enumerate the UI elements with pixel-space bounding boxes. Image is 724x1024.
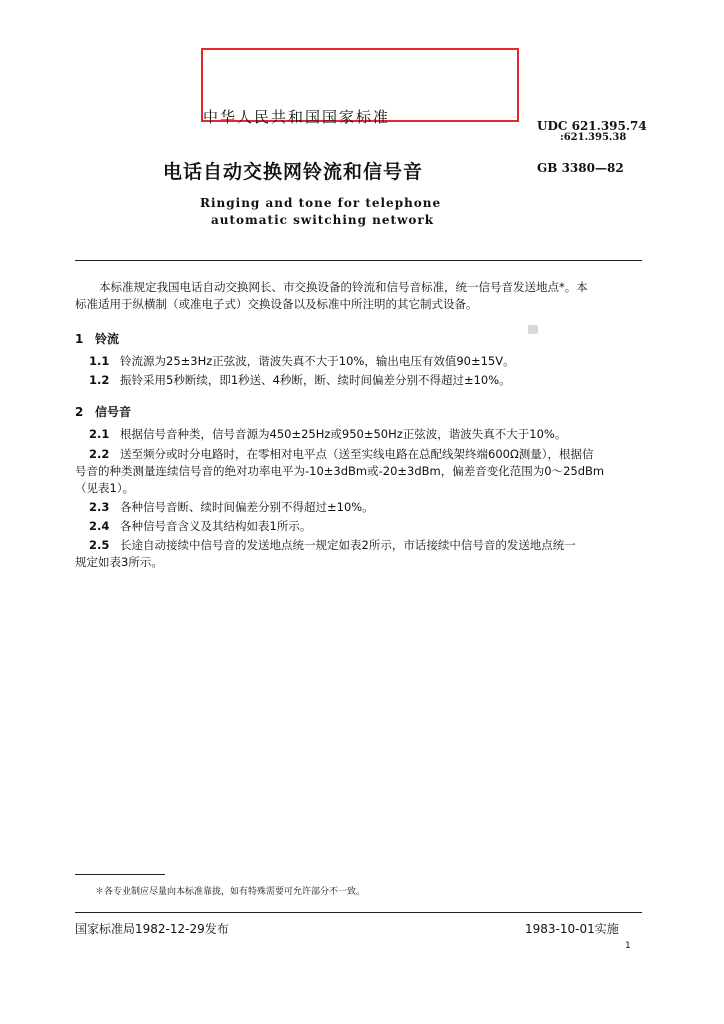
clause-number: 2.3 — [89, 500, 110, 514]
section1-title: 铃流 — [95, 332, 120, 346]
english-title-line2: automatic switching network — [211, 213, 435, 227]
clause-number: 2.1 — [89, 427, 110, 441]
clause-number: 1.2 — [89, 373, 110, 387]
section2-title: 信号音 — [95, 405, 132, 419]
clause-number: 2.4 — [89, 519, 110, 533]
clause-1-2 — [75, 372, 642, 389]
clause-text: 振铃采用5秒断续，即1秒送、4秒断，断、续时间偏差分别不得超过±10%。 — [120, 373, 511, 387]
section1-number: 1 — [75, 332, 84, 346]
clause-2-1 — [75, 426, 642, 443]
clause-number: 1.1 — [89, 354, 110, 368]
clause-text-line1: 送至频分或时分电路时，在零相对电平点（送至实线电路在总配线架终端600Ω测量），根据信 — [120, 447, 594, 461]
intro-paragraph — [75, 279, 642, 313]
clause-number: 2.5 — [89, 538, 110, 552]
section2-number: 2 — [75, 405, 84, 419]
page-number: 1 — [625, 941, 631, 951]
footer-divider — [75, 912, 642, 913]
clause-text: 铃流源为25±3Hz正弦波，谐波失真不大于10%，输出电压有效值90±15V。 — [120, 354, 515, 368]
clause-2-5 — [75, 537, 642, 571]
clause-text-line2: 号音的种类测量连续信号音的绝对功率电平为-10±3dBm或-20±3dBm，偏差音变化范围为0～25dBm — [75, 464, 605, 478]
clause-number: 2.2 — [89, 447, 110, 461]
section1-heading — [75, 330, 119, 347]
footnote-divider — [75, 874, 165, 875]
udc-number-continued: :621.395.38 — [560, 132, 627, 143]
clause-text: 根据信号音种类，信号音源为450±25Hz或950±50Hz正弦波，谐波失真不大于10%。 — [120, 427, 567, 441]
footnote: ＊各专业制应尽量向本标准靠拢，如有特殊需要可允许部分不一致。 — [95, 887, 366, 897]
intro-line2: 标准适用于纵横制（或准电子式）交换设备以及标准中所注明的其它制式设备。 — [75, 297, 478, 311]
scan-mark — [528, 325, 538, 334]
standard-number: GB 3380—82 — [537, 161, 624, 175]
section2-heading — [75, 403, 131, 420]
header-divider — [75, 260, 642, 261]
implementation-date: 1983-10-01实施 — [525, 922, 619, 936]
udc-number: UDC 621.395.74 — [537, 119, 647, 133]
document-title: 电话自动交换网铃流和信号音 — [163, 161, 424, 183]
intro-line1: 本标准规定我国电话自动交换网长、市交换设备的铃流和信号音标准，统一信号音发送地点*。本 — [99, 280, 588, 294]
clause-1-1 — [75, 353, 642, 370]
issuing-organization: 中华人民共和国国家标准 — [203, 108, 391, 126]
issue-date: 国家标准局1982-12-29发布 — [75, 922, 229, 936]
clause-2-3 — [75, 499, 642, 516]
clause-text-line3: （见表1）。 — [75, 481, 135, 495]
clause-text: 各种信号音断、续时间偏差分别不得超过±10%。 — [120, 500, 374, 514]
clause-2-2 — [75, 446, 642, 497]
english-title-line1: Ringing and tone for telephone — [200, 196, 442, 210]
clause-text: 各种信号音含义及其结构如表1所示。 — [120, 519, 312, 533]
clause-text-line1: 长途自动接续中信号音的发送地点统一规定如表2所示，市话接续中信号音的发送地点统一 — [120, 538, 576, 552]
clause-2-4 — [75, 518, 642, 535]
clause-text-line2: 规定如表3所示。 — [75, 555, 163, 569]
